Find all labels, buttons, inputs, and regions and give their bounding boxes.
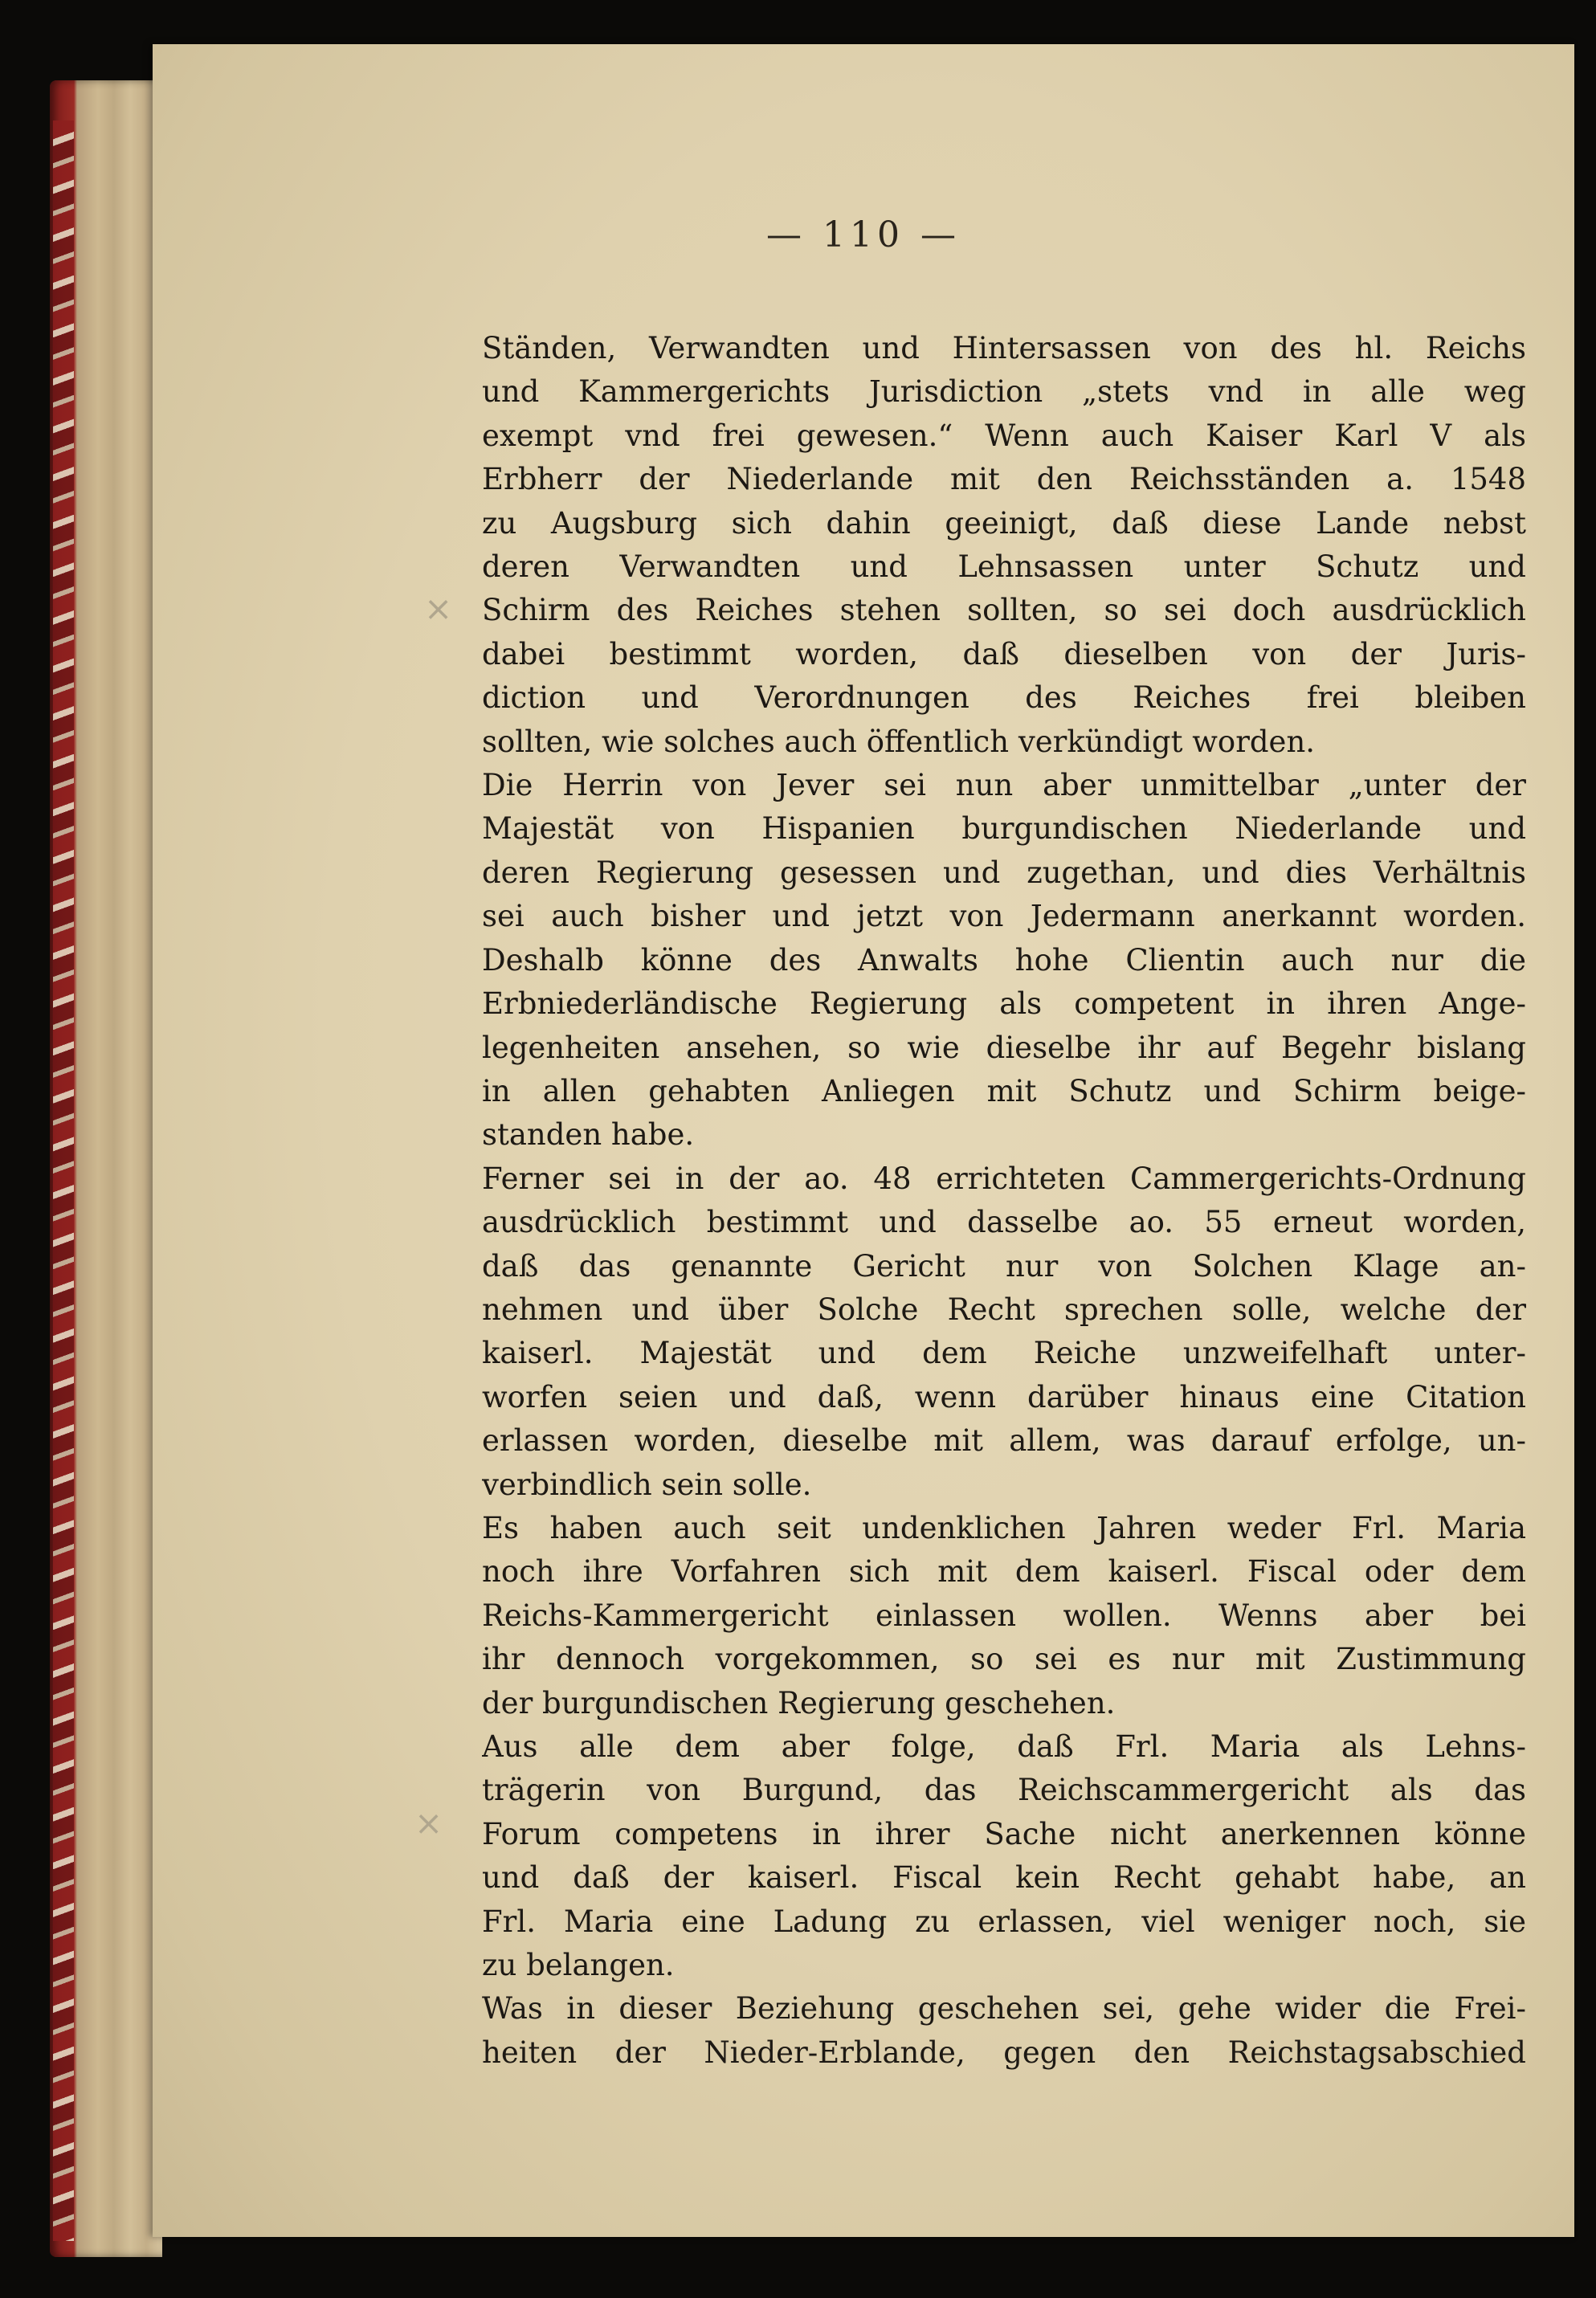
text-line: dabei bestimmt worden, daß dieselben von der Juris- — [482, 636, 1526, 671]
pencil-mark: × — [414, 1803, 443, 1843]
text-line: heiten der Nieder-Erblande, gegen den Reichstagsabschied — [482, 2035, 1526, 2070]
text-line: ihr dennoch vorgekommen, so sei es nur mit Zustimmung — [482, 1642, 1526, 1677]
text-line: deren Regierung gesessen und zugethan, und dies Verhältnis — [482, 855, 1526, 890]
text-line: worfen seien und daß, wenn darüber hinaus eine Citation — [482, 1379, 1526, 1414]
paragraph — [482, 1987, 1526, 2075]
text-line: und Kammergerichts Jurisdiction „stets vnd in alle weg — [482, 374, 1526, 410]
paragraph — [482, 1725, 1526, 1987]
text-line: noch ihre Vorfahren sich mit dem kaiserl. Fiscal oder dem — [482, 1554, 1526, 1590]
text-line: Reichs-Kammergericht einlassen wollen. Wenns aber bei — [482, 1598, 1526, 1633]
text-line: zu Augsburg sich dahin geeinigt, daß diese Lande nebst — [482, 505, 1526, 541]
text-line: zu belangen. — [482, 1948, 675, 1983]
body-text — [482, 327, 1526, 2075]
book-page — [153, 44, 1574, 2237]
text-line: Es haben auch seit undenklichen Jahren weder Frl. Maria — [482, 1510, 1526, 1545]
text-line: kaiserl. Majestät und dem Reiche unzweifelhaft unter- — [482, 1336, 1526, 1371]
text-line: Majestät von Hispanien burgundischen Niederlande und — [482, 811, 1526, 847]
paragraph — [482, 764, 1526, 1157]
text-line: Schirm des Reiches stehen sollten, so sei doch ausdrücklich — [482, 593, 1526, 628]
text-line: Forum competens in ihrer Sache nicht anerkennen könne — [482, 1816, 1526, 1851]
text-line: legenheiten ansehen, so wie dieselbe ihr auf Begehr bislang — [482, 1030, 1526, 1065]
text-line: ausdrücklich bestimmt und dasselbe ao. 55 erneut worden, — [482, 1205, 1526, 1240]
text-line: diction und Verordnungen des Reiches frei bleiben — [482, 680, 1526, 716]
paragraph — [482, 327, 1526, 764]
text-line: Frl. Maria eine Ladung zu erlassen, viel weniger noch, sie — [482, 1904, 1526, 1939]
text-line: Ständen, Verwandten und Hintersassen von des hl. Reichs — [482, 331, 1526, 365]
text-line: und daß der kaiserl. Fiscal kein Recht gehabt habe, an — [482, 1860, 1526, 1896]
text-line: standen habe. — [482, 1117, 695, 1153]
text-line: daß das genannte Gericht nur von Solchen Klage an- — [482, 1248, 1526, 1284]
text-line: in allen gehabten Anliegen mit Schutz und Schirm beige- — [482, 1073, 1526, 1108]
text-line: Was in dieser Beziehung geschehen sei, gehe wider die Frei- — [482, 1991, 1526, 2027]
text-line: deren Verwandten und Lehnsassen unter Schutz und — [482, 549, 1526, 585]
text-line: sei auch bisher und jetzt von Jedermann anerkannt worden. — [482, 899, 1526, 934]
text-line: erlassen worden, dieselbe mit allem, was darauf erfolge, un- — [482, 1423, 1526, 1459]
text-line: Erbherr der Niederlande mit den Reichsständen a. 1548 — [482, 462, 1526, 497]
text-line: Ferner sei in der ao. 48 errichteten Cammergerichts-Ordnung — [482, 1161, 1526, 1196]
paragraph — [482, 1157, 1526, 1507]
paragraph — [482, 1507, 1526, 1725]
marbled-edge — [53, 120, 74, 2241]
text-line: der burgundischen Regierung geschehen. — [482, 1685, 1116, 1720]
text-line: Die Herrin von Jever sei nun aber unmittelbar „unter der — [482, 768, 1526, 803]
text-line: nehmen und über Solche Recht sprechen solle, welche der — [482, 1292, 1526, 1327]
text-line: exempt vnd frei gewesen.“ Wenn auch Kaiser Karl V als — [482, 418, 1526, 453]
page-number: — 110 — — [766, 214, 961, 255]
text-line: Erbniederländische Regierung als competent in ihren Ange- — [482, 986, 1526, 1022]
text-line: Aus alle dem aber folge, daß Frl. Maria als Lehns- — [482, 1729, 1526, 1764]
text-line: trägerin von Burgund, das Reichscammergericht als das — [482, 1773, 1526, 1808]
text-line: verbindlich sein solle. — [482, 1467, 812, 1502]
text-line: Deshalb könne des Anwalts hohe Clientin auch nur die — [482, 942, 1526, 978]
pencil-mark: × — [424, 589, 453, 628]
text-line: sollten, wie solches auch öffentlich verkündigt worden. — [482, 724, 1316, 759]
